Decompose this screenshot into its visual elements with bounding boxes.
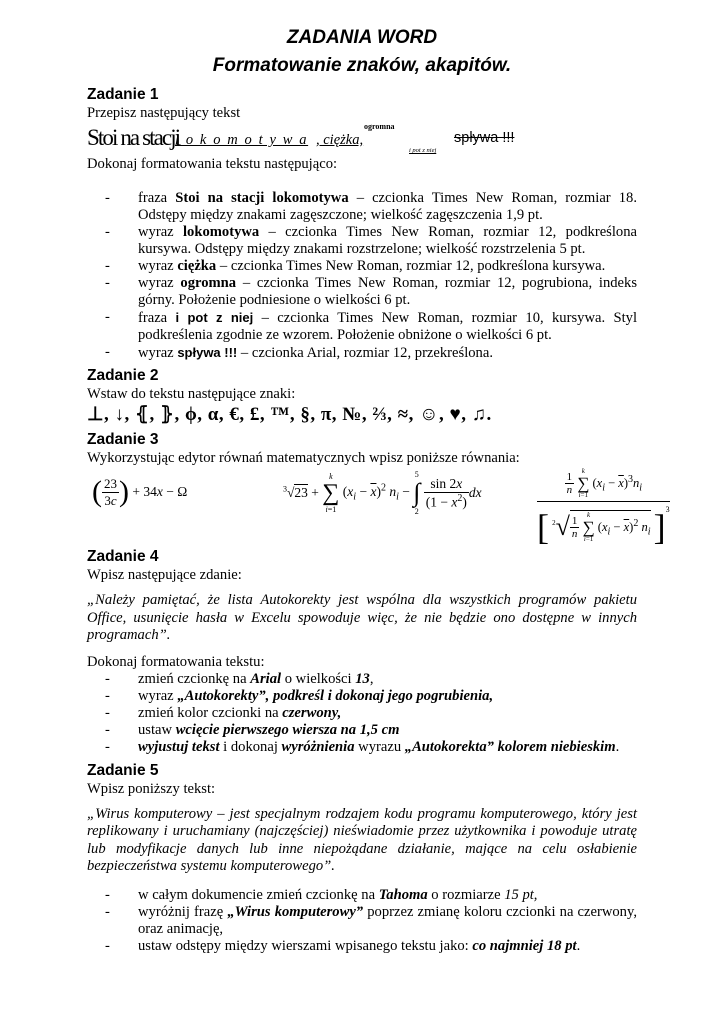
zadanie-1-intro: Przepisz następujący tekst — [87, 105, 241, 121]
list-item: - wyraz spływa !!! – czcionka Arial, rozmiar 12, przekreślona. — [87, 344, 637, 362]
list-item: - fraza i pot z niej – czcionka Times New Roman, rozmiar 10, kursywa. Styl podkreślenia zgodnie ze wzorem. Położenie obniżone o wielkości 6 pt. — [87, 309, 637, 344]
sample-ogromna: ogromna — [364, 122, 395, 131]
zadanie-1-instruction: Dokonaj formatowania tekstu następująco: — [87, 156, 338, 172]
sample-pot: i pot z niej — [409, 147, 437, 154]
sample-splywa: spływa !!! — [454, 130, 515, 146]
zadanie-4-list — [87, 671, 637, 756]
zadanie-4-instruction: Dokonaj formatowania tekstu: — [87, 653, 265, 670]
list-item: - zmień czcionkę na Arial o wielkości 13, — [87, 671, 637, 688]
sample-stoi: Stoi na stacji — [87, 125, 180, 150]
list-item: - ustaw odstępy między wierszami wpisanego tekstu jako: co najmniej 18 pt. — [87, 938, 637, 955]
equations — [87, 467, 670, 548]
zadanie-5-intro: Wpisz poniższy tekst: — [87, 780, 216, 797]
zadanie-5-heading: Zadanie 5 — [87, 761, 159, 779]
equation-3: $\frac{1}{n}$ k ∑ i=1 $(x_i - \overline{x})^3n_i$ [ $^2$√ $\frac{1}{n}$ k ∑ i=1 $(x_i - \overline{x})^2$ $n_i$ ]$^3$ — [537, 467, 670, 548]
zadanie-5-quote: „Wirus komputerowy – jest specjalnym rodzajem kodu programu komputerowego, który jest replikowany i uruchamiany (najczęściej) nieświadomie przez użytkownika i powoduje utratę lub modyfikacje danych lub inne niepożądane działanie, mające na celu osłabienie bezpieczeństwa systemu komputerowego”. — [87, 805, 637, 874]
list-item: - wyraz „Autokorekty”, podkreśl i dokonaj jego pogrubienia, — [87, 688, 637, 705]
zadanie-4-quote: „Należy pamiętać, że lista Autokorekty jest wspólna dla wszystkich programów pakietu Office, usunięcie hasła w Excelu spowoduje więc, że nie będzie ono dostępne w innych programach”. — [87, 592, 637, 643]
document-page — [87, 24, 670, 955]
zadanie-4-heading: Zadanie 4 — [87, 548, 159, 565]
zadanie-3-intro: Wykorzystując edytor równań matematycznych wpisz poniższe równania: — [87, 450, 520, 466]
formatting-sample — [87, 122, 637, 156]
zadanie-5-list — [87, 887, 637, 955]
document-subtitle: Formatowanie znaków, akapitów. — [212, 55, 512, 76]
list-item: - wyjustuj tekst i dokonaj wyróżnienia wyrazu „Autokorekta” kolorem niebieskim. — [87, 739, 637, 756]
list-item: - wyraz ciężka – czcionka Times New Roman, rozmiar 12, podkreślona kursywa. — [87, 258, 637, 275]
zadanie-1-heading: Zadanie 1 — [87, 86, 159, 103]
zadanie-3-heading: Zadanie 3 — [87, 431, 159, 448]
equation-1: ( $\frac{23}{3c}$ ) + 34x − Ω — [92, 475, 188, 508]
zadanie-2-heading: Zadanie 2 — [87, 367, 159, 384]
zadanie-2-intro: Wstaw do tekstu następujące znaki: — [87, 386, 296, 402]
list-item: - w całym dokumencie zmień czcionkę na Tahoma o rozmiarze 15 pt, — [87, 887, 637, 904]
list-item: - fraza Stoi na stacji lokomotywa – czcionka Times New Roman, rozmiar 18. Odstępy między znakami zagęszczone; wielkość zagęszczenia 1,9 pt. — [87, 190, 637, 224]
sample-ciezka: , ciężka, — [316, 132, 364, 148]
sample-lokomotywa: l o k o m o t y w a — [175, 132, 309, 148]
list-item: - wyróżnij frazę „Wirus komputerowy” poprzez zmianę koloru czcionki na czerwony, oraz animację, — [87, 904, 637, 938]
zadanie-1-list — [87, 190, 637, 362]
equation-2: $^3$√23 + k ∑ i=1 $(x_i - \overline{x})^2$ $n_i$ − 5 ∫ 2 $\frac{\sin 2x}{(1 - x^2)}$ dx — [283, 470, 482, 516]
document-title: ZADANIA WORD — [286, 27, 438, 48]
zadanie-4-intro: Wpisz następujące zdanie: — [87, 567, 242, 583]
special-symbols: ⊥, ↓, ⦃, ⦄, ϕ, α, €, £, ™, §, π, №, ⅔, ≈, ☺, ♥, ♫. — [87, 404, 492, 425]
list-item: - wyraz lokomotywa – czcionka Times New Roman, rozmiar 12, podkreślona kursywa. Odstępy między znakami rozstrzelone; wielkość rozstrzelenia 5 pt. — [87, 224, 637, 258]
list-item: - ustaw wcięcie pierwszego wiersza na 1,5 cm — [87, 722, 637, 739]
list-item: - zmień kolor czcionki na czerwony, — [87, 705, 637, 722]
list-item: - wyraz ogromna – czcionka Times New Roman, rozmiar 12, pogrubiona, indeks górny. Położenie podniesione o wielkości 6 pt. — [87, 275, 637, 309]
